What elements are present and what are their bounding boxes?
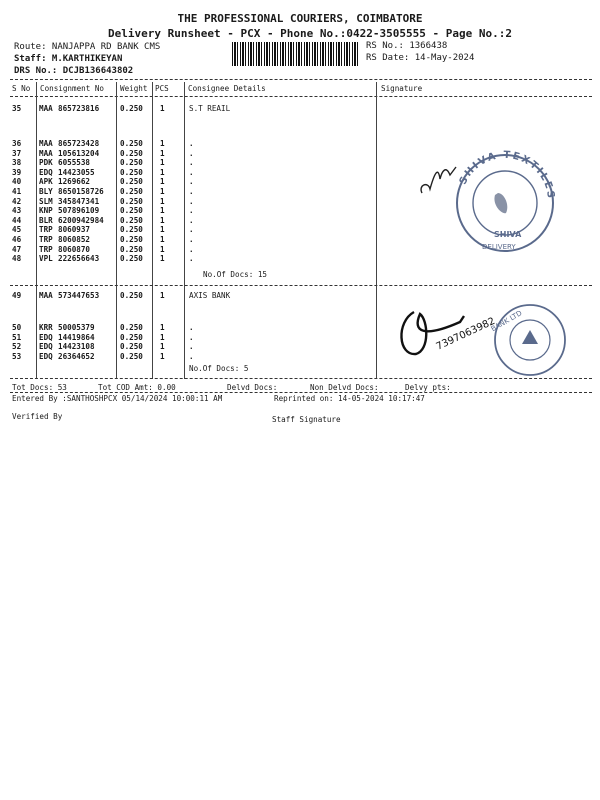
drs-label: DRS No.: DCJB136643802 — [14, 66, 134, 76]
consignment-code: MAA — [39, 104, 53, 113]
weight: 0.250 — [120, 225, 143, 235]
consignment-code: SLM — [39, 196, 53, 206]
reprinted-on: Reprinted on: 14-05-2024 10:17:47 — [274, 394, 425, 403]
pcs: 1 — [160, 139, 165, 148]
consignee: . — [189, 342, 194, 352]
column-divider — [152, 82, 153, 379]
column-divider — [184, 82, 185, 379]
consignment-code: KRR — [39, 323, 53, 332]
weight: 0.250 — [120, 215, 143, 225]
staff-label: Staff: M.KARTHIKEYAN — [14, 54, 123, 64]
consignment-number: 14423108 — [58, 342, 95, 352]
pcs: 1 — [160, 244, 165, 254]
col-weight-header: Weight — [120, 84, 148, 93]
consignment-number: 8060870 — [58, 244, 91, 254]
pcs: 1 — [160, 235, 165, 244]
consignment-code: APK — [39, 177, 53, 187]
sno: 37 — [12, 148, 22, 158]
barcode — [232, 42, 358, 66]
runsheet-title: Delivery Runsheet - PCX - Phone No.:0422-3505555 - Page No.:2 — [108, 27, 512, 40]
consignee: . — [189, 139, 194, 148]
pcs: 1 — [160, 206, 165, 216]
consignment-code: TRP — [39, 225, 53, 235]
pcs: 1 — [160, 104, 165, 113]
column-divider — [116, 82, 117, 379]
consignment-code: EDQ — [39, 167, 53, 177]
pcs: 1 — [160, 342, 165, 352]
consignee: . — [189, 244, 194, 254]
sno: 45 — [12, 225, 22, 235]
consignment-number: 6055538 — [58, 158, 91, 168]
consignee: . — [189, 148, 194, 158]
sno: 48 — [12, 254, 22, 264]
consignee: . — [189, 215, 194, 225]
consignment-code: EDQ — [39, 332, 53, 342]
consignment-code: TRP — [39, 235, 53, 244]
weight: 0.250 — [120, 104, 143, 113]
pcs: 1 — [160, 254, 165, 264]
sno: 42 — [12, 196, 22, 206]
divider — [10, 79, 592, 80]
consignment-number: 14419864 — [58, 332, 95, 342]
sno: 43 — [12, 206, 22, 216]
consignee: . — [189, 323, 194, 332]
col-consignee-header: Consignee Details — [188, 84, 266, 93]
consignee: AXIS BANK — [189, 291, 231, 300]
pcs: 1 — [160, 332, 165, 342]
weight: 0.250 — [120, 244, 143, 254]
consignment-code: VPL — [39, 254, 53, 264]
weight: 0.250 — [120, 332, 143, 342]
route-label: Route: NANJAPPA RD BANK CMS — [14, 42, 161, 52]
consignee: . — [189, 196, 194, 206]
weight: 0.250 — [120, 291, 143, 300]
weight: 0.250 — [120, 206, 143, 216]
col-sno-header: S No — [12, 84, 31, 93]
sno: 53 — [12, 351, 22, 361]
weight: 0.250 — [120, 323, 143, 332]
pcs: 1 — [160, 158, 165, 168]
consignee: . — [189, 187, 194, 196]
non-delvd-docs: Non Delvd Docs: — [310, 383, 379, 392]
sno: 39 — [12, 167, 22, 177]
weight: 0.250 — [120, 235, 143, 244]
divider — [10, 96, 592, 97]
no-of-docs: No.Of Docs: 5 — [189, 364, 249, 373]
consignee: . — [189, 332, 194, 342]
weight: 0.250 — [120, 351, 143, 361]
column-divider — [36, 82, 37, 379]
weight: 0.250 — [120, 342, 143, 352]
consignment-number: 6200942984 — [58, 215, 104, 225]
column-divider — [376, 82, 377, 379]
sno: 44 — [12, 215, 22, 225]
consignment-number: 222656643 — [58, 254, 100, 264]
delvd-docs: Delvd Docs: — [227, 383, 278, 392]
consignment-number: 1269662 — [58, 177, 91, 187]
pcs: 1 — [160, 215, 165, 225]
pcs: 1 — [160, 323, 165, 332]
consignment-code: MAA — [39, 139, 53, 148]
consignee: . — [189, 206, 194, 216]
consignee: S.T REAIL — [189, 104, 231, 113]
weight: 0.250 — [120, 196, 143, 206]
sno: 52 — [12, 342, 22, 352]
sno: 40 — [12, 177, 22, 187]
staff-signature: Staff Signature — [272, 415, 341, 424]
bank-stamp-text: BANK LTD — [489, 309, 524, 334]
col-pcs-header: PCS — [155, 84, 169, 93]
pcs: 1 — [160, 225, 165, 235]
consignment-number: 573447653 — [58, 291, 100, 300]
sno: 41 — [12, 187, 22, 196]
logo-icon — [494, 193, 507, 213]
sno: 35 — [12, 104, 22, 113]
weight: 0.250 — [120, 158, 143, 168]
consignment-code: MAA — [39, 148, 53, 158]
weight: 0.250 — [120, 177, 143, 187]
consignment-number: 8060937 — [58, 225, 91, 235]
pcs: 1 — [160, 177, 165, 187]
sno: 49 — [12, 291, 22, 300]
stamp-bottom-text: DELIVERY — [482, 243, 516, 251]
consignment-number: 14423055 — [58, 167, 95, 177]
no-of-docs: No.Of Docs: 15 — [203, 270, 268, 279]
sno: 47 — [12, 244, 22, 254]
col-signature-header: Signature — [381, 84, 423, 93]
consignment-number: 865723428 — [58, 139, 100, 148]
handwritten-number: 7397063982 — [434, 315, 497, 353]
signature-scribble — [421, 167, 456, 193]
weight: 0.250 — [120, 148, 143, 158]
consignee: . — [189, 158, 194, 168]
company-title: THE PROFESSIONAL COURIERS, COIMBATORE — [177, 12, 423, 25]
consignment-code: TRP — [39, 244, 53, 254]
bank-logo-icon — [522, 330, 538, 344]
bank-stamp — [390, 292, 580, 384]
consignment-number: 26364652 — [58, 351, 95, 361]
weight: 0.250 — [120, 167, 143, 177]
consignment-code: PDK — [39, 158, 53, 168]
consignee: . — [189, 235, 194, 244]
delvy-pts: Delvy pts: — [405, 383, 451, 392]
stamp-name: SHIVA TEXTILES — [457, 149, 557, 201]
sno: 36 — [12, 139, 22, 148]
weight: 0.250 — [120, 187, 143, 196]
pcs: 1 — [160, 187, 165, 196]
consignment-code: EDQ — [39, 342, 53, 352]
consignee: . — [189, 177, 194, 187]
consignment-number: 8060852 — [58, 235, 91, 244]
consignee: . — [189, 167, 194, 177]
consignee: . — [189, 225, 194, 235]
consignment-number: 105613204 — [58, 148, 100, 158]
consignment-code: BLY — [39, 187, 53, 196]
weight: 0.250 — [120, 254, 143, 264]
consignment-number: 865723816 — [58, 104, 100, 113]
divider — [10, 392, 592, 393]
entered-by: Entered By :SANTHOSHPCX 05/14/2024 10:00:11 AM — [12, 394, 223, 403]
consignee: . — [189, 351, 194, 361]
consignee: . — [189, 254, 194, 264]
pcs: 1 — [160, 291, 165, 300]
tot-docs: Tot Docs: 53 — [12, 383, 67, 392]
consignment-code: KNP — [39, 206, 53, 216]
pcs: 1 — [160, 167, 165, 177]
divider — [10, 285, 592, 286]
consignment-number: 345847341 — [58, 196, 100, 206]
rs-date: RS Date: 14-May-2024 — [366, 53, 475, 63]
consignment-number: 8650158726 — [58, 187, 104, 196]
verified-by: Verified By — [12, 412, 63, 421]
consignment-number: 507896109 — [58, 206, 100, 216]
shiva-textiles-stamp — [410, 145, 560, 260]
pcs: 1 — [160, 196, 165, 206]
sno: 51 — [12, 332, 22, 342]
consignment-number: 50005379 — [58, 323, 95, 332]
col-consignment-header: Consignment No — [40, 84, 105, 93]
pcs: 1 — [160, 148, 165, 158]
pcs: 1 — [160, 351, 165, 361]
consignment-code: EDQ — [39, 351, 53, 361]
consignment-code: MAA — [39, 291, 53, 300]
weight: 0.250 — [120, 139, 143, 148]
stamp-inner-text: SHIVA — [494, 230, 522, 239]
rs-no: RS No.: 1366438 — [366, 41, 448, 51]
sno: 46 — [12, 235, 22, 244]
sno: 50 — [12, 323, 22, 332]
tot-cod-amt: Tot COD Amt: 0.00 — [98, 383, 176, 392]
sno: 38 — [12, 158, 22, 168]
consignment-code: BLR — [39, 215, 53, 225]
